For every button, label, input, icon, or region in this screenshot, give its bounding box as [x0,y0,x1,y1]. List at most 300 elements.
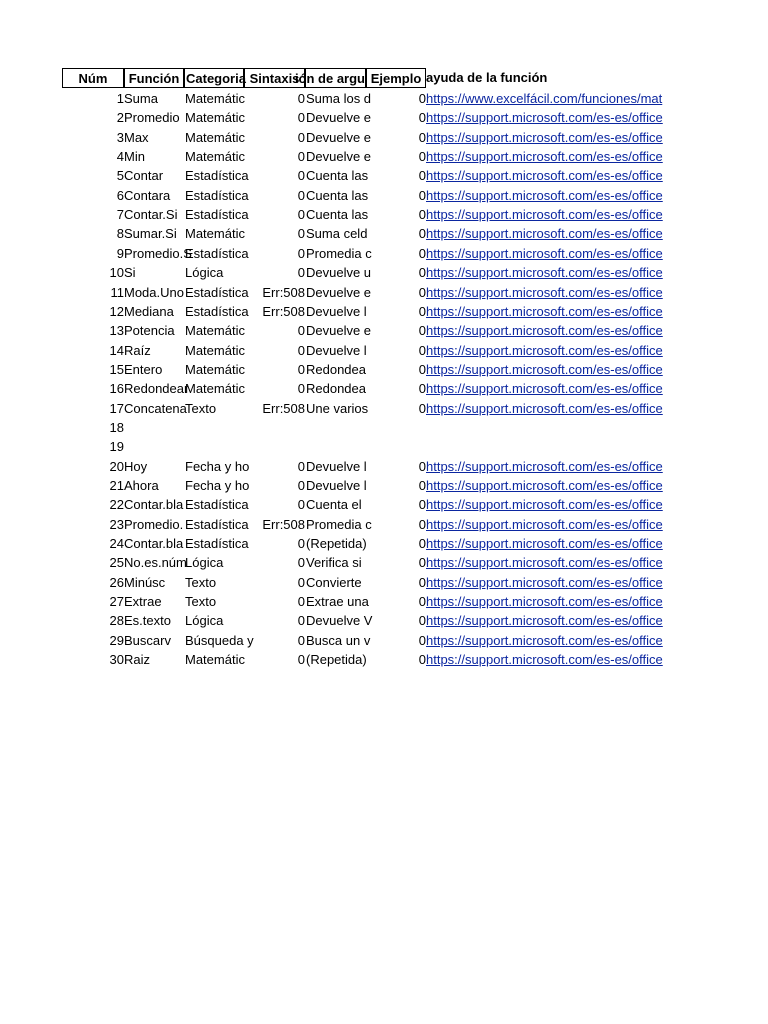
cell-descripcion[interactable] [305,534,366,553]
cell-num[interactable] [62,89,124,108]
cell-num[interactable] [62,341,124,360]
cell-descripcion-text: Devuelve l [306,459,367,474]
cell-descripcion-text: Devuelve e [306,149,372,164]
cell-descripcion-text: Devuelve e [306,110,372,125]
cell-categoria[interactable] [184,224,244,243]
cell-ejemplo[interactable] [366,89,426,108]
cell-ejemplo[interactable] [366,205,426,224]
help-link-text[interactable]: https://support.microsoft.com/es-es/office [426,304,663,319]
cell-categoria[interactable] [184,418,244,437]
table-row [0,360,768,379]
cell-sintaxis[interactable] [244,515,305,534]
cell-sintaxis[interactable] [244,205,305,224]
cell-num[interactable] [62,263,124,282]
cell-ejemplo[interactable] [366,263,426,282]
help-link[interactable] [426,341,668,360]
cell-descripcion[interactable] [305,418,366,437]
cell-descripcion[interactable] [305,495,366,514]
cell-num[interactable] [62,108,124,127]
help-link[interactable] [426,476,668,495]
cell-sintaxis[interactable] [244,283,305,302]
cell-sintaxis[interactable] [244,399,305,418]
help-link-text[interactable]: https://support.microsoft.com/es-es/office [426,401,663,416]
cell-ejemplo[interactable] [366,631,426,650]
cell-descripcion[interactable] [305,476,366,495]
cell-funcion[interactable] [124,147,184,166]
cell-sintaxis[interactable] [244,650,305,669]
header-sintaxis[interactable]: Sintaxis [244,68,305,88]
header-funcion[interactable]: Función [124,68,184,88]
cell-ejemplo[interactable] [366,360,426,379]
cell-categoria[interactable] [184,108,244,127]
cell-categoria[interactable] [184,611,244,630]
help-link-text[interactable]: https://support.microsoft.com/es-es/office [426,613,663,628]
cell-ejemplo[interactable] [366,283,426,302]
cell-sintaxis[interactable] [244,611,305,630]
cell-categoria[interactable] [184,457,250,476]
cell-sintaxis-text: 0 [297,188,305,203]
header-ayuda[interactable]: ayuda de la función [426,70,548,85]
cell-ejemplo-text: 0 [418,149,426,164]
cell-sintaxis[interactable] [244,147,305,166]
help-link[interactable] [426,244,668,263]
cell-num[interactable] [62,457,124,476]
cell-descripcion[interactable] [305,147,372,166]
header-ejemplo[interactable]: Ejemplo [366,68,426,88]
cell-funcion[interactable] [124,418,184,437]
help-link-text[interactable]: https://support.microsoft.com/es-es/office [426,110,663,125]
cell-ejemplo[interactable] [366,553,426,572]
cell-categoria[interactable] [184,283,249,302]
help-link-text[interactable]: https://support.microsoft.com/es-es/office [426,246,663,261]
cell-funcion[interactable] [124,166,184,185]
cell-ejemplo[interactable] [366,650,426,669]
table-row [0,108,768,127]
cell-num[interactable] [62,128,124,147]
table-row [0,147,768,166]
help-link-text[interactable]: https://support.microsoft.com/es-es/office [426,207,663,222]
cell-descripcion[interactable] [305,650,366,669]
cell-num[interactable] [62,476,124,495]
cell-funcion[interactable] [124,437,184,456]
cell-descripcion[interactable] [305,341,366,360]
cell-ejemplo[interactable] [366,457,426,476]
cell-funcion[interactable] [124,128,184,147]
help-link[interactable] [426,283,668,302]
cell-ejemplo[interactable] [366,573,426,592]
cell-ejemplo[interactable] [366,476,426,495]
help-link[interactable] [426,263,668,282]
cell-ejemplo-text: 0 [418,110,426,125]
cell-ejemplo-text: 0 [418,207,426,222]
cell-categoria[interactable] [184,205,249,224]
help-link[interactable] [426,457,668,476]
cell-num-text: 4 [116,149,124,164]
help-link[interactable] [426,650,668,669]
cell-ejemplo[interactable] [366,515,426,534]
cell-num[interactable] [62,205,124,224]
cell-categoria[interactable] [184,650,244,669]
cell-sintaxis[interactable] [244,360,305,379]
cell-num[interactable] [62,224,124,243]
help-link[interactable] [426,631,668,650]
cell-descripcion[interactable] [305,360,366,379]
header-num[interactable]: Núm [62,68,124,88]
header-descripcion[interactable]: ión de argu [305,68,366,88]
cell-funcion[interactable] [124,553,187,572]
help-link[interactable] [426,495,668,514]
help-link[interactable] [426,128,668,147]
cell-num[interactable] [62,379,124,398]
help-link[interactable] [426,573,668,592]
help-link-text[interactable]: https://support.microsoft.com/es-es/office [426,575,663,590]
table-row [0,224,768,243]
cell-num[interactable] [62,495,124,514]
cell-ejemplo[interactable] [366,495,426,514]
help-link[interactable] [426,321,668,340]
cell-categoria[interactable] [184,534,249,553]
cell-categoria[interactable] [184,515,249,534]
help-link-text[interactable]: https://support.microsoft.com/es-es/office [426,149,663,164]
cell-ejemplo[interactable] [366,399,426,418]
cell-sintaxis[interactable] [244,592,305,611]
cell-descripcion[interactable] [305,573,366,592]
help-link-text[interactable]: https://support.microsoft.com/es-es/office [426,285,663,300]
cell-num[interactable] [62,534,124,553]
help-link-text[interactable]: https://support.microsoft.com/es-es/office [426,536,663,551]
cell-sintaxis[interactable] [244,166,305,185]
cell-num[interactable] [62,186,124,205]
cell-funcion[interactable] [124,515,184,534]
cell-categoria[interactable] [184,341,244,360]
cell-sintaxis[interactable] [244,534,305,553]
cell-funcion-text: Hoy [124,459,148,474]
cell-ejemplo[interactable] [366,379,426,398]
help-link-text[interactable]: https://support.microsoft.com/es-es/office [426,459,663,474]
cell-categoria[interactable] [184,244,249,263]
cell-ejemplo[interactable] [366,321,426,340]
cell-sintaxis[interactable] [244,263,305,282]
table-row [0,166,768,185]
cell-categoria[interactable] [184,495,249,514]
help-link[interactable] [426,108,668,127]
cell-sintaxis[interactable] [244,341,305,360]
cell-funcion[interactable] [124,321,184,340]
cell-funcion[interactable] [124,341,184,360]
cell-sintaxis-text: 0 [297,91,305,106]
table-row [0,592,768,611]
help-link[interactable] [426,611,668,630]
help-link[interactable] [426,592,668,611]
cell-categoria[interactable] [184,437,244,456]
header-row [0,68,768,87]
cell-categoria[interactable] [184,360,244,379]
cell-descripcion[interactable] [305,302,366,321]
cell-funcion[interactable] [124,283,184,302]
cell-sintaxis[interactable] [244,244,305,263]
help-link-text[interactable]: https://support.microsoft.com/es-es/office [426,478,663,493]
cell-categoria[interactable] [184,147,244,166]
cell-descripcion[interactable] [305,224,366,243]
cell-ejemplo[interactable] [366,186,426,205]
cell-ejemplo-text: 0 [418,401,426,416]
cell-sintaxis[interactable] [244,553,305,572]
cell-num[interactable] [62,360,124,379]
cell-descripcion[interactable] [305,515,372,534]
cell-descripcion[interactable] [305,244,372,263]
help-link-text[interactable]: https://www.excelfácil.com/funciones/mat [426,91,663,106]
help-link-text[interactable]: https://support.microsoft.com/es-es/office [426,226,663,241]
cell-num[interactable] [62,650,124,669]
cell-num[interactable] [62,611,124,630]
cell-categoria[interactable] [184,592,244,611]
help-link[interactable] [426,515,668,534]
cell-descripcion[interactable] [305,283,372,302]
cell-funcion[interactable] [124,108,184,127]
cell-funcion[interactable] [124,457,184,476]
table-row [0,418,768,437]
help-link-text[interactable]: https://support.microsoft.com/es-es/office [426,188,663,203]
cell-categoria[interactable] [184,89,244,108]
cell-num[interactable] [62,592,124,611]
cell-num[interactable] [62,631,124,650]
cell-funcion[interactable] [124,379,189,398]
cell-ejemplo-text: 0 [418,459,426,474]
cell-sintaxis[interactable] [244,495,305,514]
table-row [0,515,768,534]
cell-num-text: 20 [109,459,124,474]
cell-ejemplo[interactable] [366,302,426,321]
cell-num-text: 16 [109,381,124,396]
cell-funcion[interactable] [124,495,184,514]
help-link[interactable] [426,534,668,553]
cell-ejemplo[interactable] [366,244,426,263]
cell-descripcion[interactable] [305,166,369,185]
cell-funcion[interactable] [124,205,184,224]
cell-descripcion[interactable] [305,379,366,398]
cell-descripcion[interactable] [305,592,369,611]
table-row [0,437,768,456]
cell-ejemplo[interactable] [366,592,426,611]
cell-descripcion[interactable] [305,89,372,108]
cell-categoria[interactable] [184,166,249,185]
cell-sintaxis[interactable] [244,573,305,592]
cell-sintaxis[interactable] [244,418,305,437]
cell-categoria-text: Matemátic [185,323,245,338]
cell-categoria[interactable] [184,399,244,418]
cell-descripcion[interactable] [305,553,366,572]
help-link[interactable] [426,186,668,205]
cell-ejemplo[interactable] [366,437,426,456]
help-link[interactable] [426,379,668,398]
help-link-text[interactable]: https://support.microsoft.com/es-es/office [426,555,663,570]
cell-descripcion-text: Suma los d [306,91,372,106]
cell-sintaxis-text: 0 [297,149,305,164]
cell-funcion[interactable] [124,592,184,611]
cell-num[interactable] [62,437,124,456]
cell-funcion[interactable] [124,534,184,553]
cell-num[interactable] [62,244,124,263]
cell-funcion[interactable] [124,611,184,630]
cell-ejemplo[interactable] [366,418,426,437]
cell-sintaxis[interactable] [244,89,305,108]
help-link-text[interactable]: https://support.microsoft.com/es-es/office [426,652,663,667]
cell-descripcion[interactable] [305,263,372,282]
help-link[interactable] [426,166,668,185]
cell-descripcion[interactable] [305,186,369,205]
cell-ejemplo[interactable] [366,224,426,243]
cell-sintaxis[interactable] [244,321,305,340]
table-row [0,302,768,321]
cell-descripcion[interactable] [305,631,371,650]
cell-ejemplo[interactable] [366,341,426,360]
table-row [0,573,768,592]
cell-num[interactable] [62,166,124,185]
cell-descripcion[interactable] [305,128,372,147]
cell-categoria[interactable] [184,553,244,572]
cell-categoria[interactable] [184,302,249,321]
cell-ejemplo[interactable] [366,128,426,147]
cell-categoria[interactable] [184,321,244,340]
table-row [0,244,768,263]
cell-sintaxis[interactable] [244,108,305,127]
help-link-text[interactable]: https://support.microsoft.com/es-es/office [426,381,663,396]
cell-funcion-text: Concatena [124,401,187,416]
cell-funcion[interactable] [124,89,184,108]
cell-num[interactable] [62,515,124,534]
cell-funcion[interactable] [124,399,187,418]
cell-num[interactable] [62,418,124,437]
cell-descripcion[interactable] [305,437,366,456]
cell-sintaxis[interactable] [244,457,305,476]
cell-ejemplo[interactable] [366,108,426,127]
cell-num-text: 14 [109,343,124,358]
cell-categoria[interactable] [184,379,244,398]
cell-funcion-text: Min [124,149,145,164]
cell-funcion-text: Promedio [124,110,180,125]
help-link-text[interactable]: https://support.microsoft.com/es-es/office [426,362,663,377]
cell-num[interactable] [62,399,124,418]
cell-sintaxis-text: 0 [297,652,305,667]
cell-sintaxis-text: Err:508 [262,401,305,416]
cell-num[interactable] [62,283,124,302]
cell-categoria[interactable] [184,573,244,592]
cell-num[interactable] [62,147,124,166]
cell-descripcion[interactable] [305,205,369,224]
cell-categoria[interactable] [184,186,249,205]
cell-descripcion[interactable] [305,457,366,476]
cell-sintaxis[interactable] [244,437,305,456]
cell-funcion-text: Contar.Si [124,207,178,222]
cell-funcion[interactable] [124,650,184,669]
cell-descripcion[interactable] [305,611,373,630]
cell-categoria[interactable] [184,263,244,282]
cell-categoria[interactable] [184,476,250,495]
help-link-text[interactable]: https://support.microsoft.com/es-es/office [426,265,663,280]
help-link-text[interactable]: https://support.microsoft.com/es-es/office [426,594,663,609]
help-link[interactable] [426,89,668,108]
help-link[interactable] [426,399,668,418]
cell-sintaxis[interactable] [244,631,305,650]
help-link-text[interactable]: https://support.microsoft.com/es-es/office [426,130,663,145]
cell-ejemplo[interactable] [366,166,426,185]
cell-ejemplo[interactable] [366,147,426,166]
cell-funcion[interactable] [124,186,184,205]
cell-ejemplo-text: 0 [418,381,426,396]
cell-num-text: 13 [109,323,124,338]
cell-funcion[interactable] [124,360,184,379]
cell-descripcion[interactable] [305,321,372,340]
cell-sintaxis[interactable] [244,224,305,243]
cell-categoria[interactable] [184,631,254,650]
help-link-text[interactable]: https://support.microsoft.com/es-es/office [426,497,663,512]
cell-categoria-text: Lógica [185,613,224,628]
cell-categoria-text: Estadística [185,246,249,261]
help-link-text[interactable]: https://support.microsoft.com/es-es/office [426,343,663,358]
cell-sintaxis[interactable] [244,302,305,321]
help-link[interactable] [426,205,668,224]
help-link[interactable] [426,360,668,379]
cell-funcion-text: Ahora [124,478,159,493]
help-link[interactable] [426,147,668,166]
cell-sintaxis-text: 0 [297,381,305,396]
help-link[interactable] [426,553,668,572]
cell-num-text: 22 [109,497,124,512]
cell-num[interactable] [62,321,124,340]
cell-funcion[interactable] [124,573,184,592]
header-categoria[interactable]: Categoria [184,68,244,88]
cell-sintaxis[interactable] [244,476,305,495]
help-link-text[interactable]: https://support.microsoft.com/es-es/office [426,323,663,338]
cell-funcion-text: Suma [124,91,158,106]
help-link[interactable] [426,224,668,243]
cell-sintaxis[interactable] [244,128,305,147]
cell-categoria-text: Estadística [185,536,249,551]
cell-funcion-text: Raíz [124,343,151,358]
cell-ejemplo[interactable] [366,534,426,553]
cell-num[interactable] [62,553,124,572]
cell-num[interactable] [62,573,124,592]
help-link-text[interactable]: https://support.microsoft.com/es-es/office [426,168,663,183]
cell-descripcion[interactable] [305,399,369,418]
cell-descripcion[interactable] [305,108,372,127]
cell-sintaxis[interactable] [244,379,305,398]
cell-ejemplo-text: 0 [418,613,426,628]
cell-categoria[interactable] [184,128,244,147]
cell-funcion[interactable] [124,476,184,495]
cell-funcion[interactable] [124,244,192,263]
cell-num[interactable] [62,302,124,321]
help-link-text[interactable]: https://support.microsoft.com/es-es/office [426,517,663,532]
cell-ejemplo-text: 0 [418,594,426,609]
cell-funcion[interactable] [124,224,184,243]
cell-funcion[interactable] [124,263,184,282]
help-link[interactable] [426,418,668,437]
cell-ejemplo-text: 0 [418,265,426,280]
table-row [0,631,768,650]
cell-funcion[interactable] [124,302,184,321]
cell-ejemplo[interactable] [366,611,426,630]
cell-sintaxis[interactable] [244,186,305,205]
cell-num-text: 25 [109,555,124,570]
table-row [0,476,768,495]
help-link[interactable] [426,302,668,321]
help-link[interactable] [426,437,668,456]
cell-funcion[interactable] [124,631,184,650]
cell-funcion-text: Entero [124,362,163,377]
cell-num-text: 27 [109,594,124,609]
help-link-text[interactable]: https://support.microsoft.com/es-es/office [426,633,663,648]
